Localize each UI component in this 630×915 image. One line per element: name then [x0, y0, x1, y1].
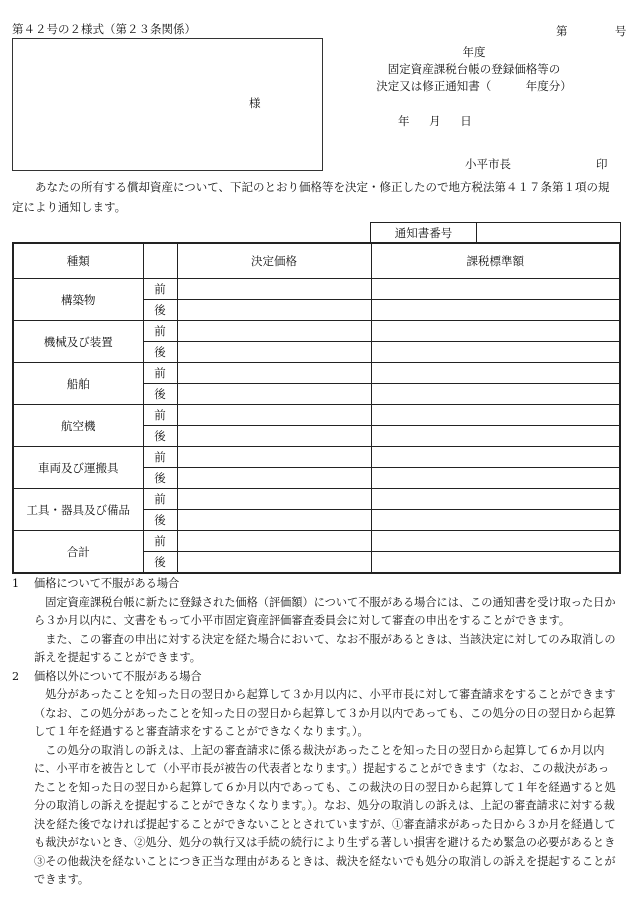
- decided-price-cell: [177, 321, 371, 342]
- decided-price-cell: [177, 447, 371, 468]
- tax-standard-cell: [371, 510, 620, 531]
- doc-no-prefix: 第: [556, 24, 568, 38]
- decided-price-cell: [177, 405, 371, 426]
- before-label-cell: 前: [143, 447, 177, 468]
- notice-number-value: [477, 223, 620, 242]
- tax-standard-cell: [371, 552, 620, 574]
- table-header-row: [13, 243, 620, 279]
- table-row: [13, 321, 620, 342]
- asset-type-cell: 構築物: [13, 279, 143, 321]
- decided-price-cell: [177, 510, 371, 531]
- after-label-cell: 後: [143, 468, 177, 489]
- document-number: [556, 23, 626, 39]
- form-id-label: 第４２号の２様式（第２３条関係）: [12, 22, 196, 36]
- asset-type-cell: 船舶: [13, 363, 143, 405]
- table-body: [13, 279, 620, 574]
- header-blank: [143, 243, 177, 279]
- after-label-cell: 後: [143, 300, 177, 321]
- decided-price-cell: [177, 552, 371, 574]
- after-label-cell: 後: [143, 426, 177, 447]
- after-label-cell: 後: [143, 510, 177, 531]
- before-label-cell: 前: [143, 363, 177, 384]
- asset-type-cell: 工具・器具及び備品: [13, 489, 143, 531]
- addressee-honorific: 様: [249, 96, 261, 110]
- note-section-1-number: 1: [12, 577, 20, 590]
- tax-standard-cell: [371, 342, 620, 363]
- note-section-1-para-1: 固定資産課税台帳に新たに登録された価格（評価額）について不服がある場合には、この通知書を受け取った日から３か月以内に、文書をもって小平市固定資産評価審査委員会に対して審査の申出をすることができます。: [34, 595, 616, 627]
- tax-standard-cell: [371, 447, 620, 468]
- tax-standard-cell: [371, 321, 620, 342]
- note-section-2-para-2: この処分の取消しの訴えは、上記の審査請求に係る裁決があったことを知った日の翌日から起算して６か月以内に、小平市を被告として（小平市長が被告の代表者となります。）提起することができます（なお、この裁決があったことを知った日の翌日から起算して６か月以内であっても、この裁決の日の翌日から起算して１年を経過すると処分の取消しの訴えを提起することができなくなります。）。なお、処分の取消しの訴えは、上記の審査請求に対する裁決を経た後でなければ提起することができないこととされていますが、①審査請求があった日から３か月を経過しても裁決がないとき、②処分、処分の執行又は手続の続行により生ずる著しい損害を避けるため緊急の必要があるとき③その他裁決を経ないことにつき正当な理由があるときは、裁決を経ないでも処分の取消しの訴えを提起することができます。: [34, 743, 616, 886]
- doc-no-suffix: 号: [614, 24, 627, 38]
- notice-number-label: 通知書番号: [371, 223, 477, 242]
- before-label-cell: 前: [143, 405, 177, 426]
- decided-price-cell: [177, 363, 371, 384]
- header-decided-price: 決定価格: [177, 243, 371, 279]
- decided-price-cell: [177, 384, 371, 405]
- note-section-2-number: 2: [12, 669, 20, 683]
- table-row: [13, 531, 620, 552]
- issue-date: 年 月 日: [398, 114, 472, 128]
- asset-type-cell: 航空機: [13, 405, 143, 447]
- decided-price-cell: [177, 342, 371, 363]
- decided-price-cell: [177, 279, 371, 300]
- tax-standard-cell: [371, 363, 620, 384]
- fiscal-year-label: 年度: [462, 45, 486, 59]
- header-tax-standard: 課税標準額: [371, 243, 620, 279]
- tax-standard-cell: [371, 468, 620, 489]
- table-row: [13, 489, 620, 510]
- table-row: [13, 405, 620, 426]
- header-type: 種類: [13, 243, 143, 279]
- seal-mark: 印: [596, 157, 608, 171]
- tax-standard-cell: [371, 489, 620, 510]
- decided-price-cell: [177, 300, 371, 321]
- after-label-cell: 後: [143, 342, 177, 363]
- decided-price-cell: [177, 468, 371, 489]
- valuation-table: [12, 242, 621, 574]
- note-section-1-title: 価格について不服がある場合: [34, 577, 180, 590]
- table-row: [13, 363, 620, 384]
- appeal-notes: [12, 575, 620, 890]
- notice-title-block: [364, 44, 584, 95]
- before-label-cell: 前: [143, 321, 177, 342]
- before-label-cell: 前: [143, 489, 177, 510]
- asset-type-cell: 合計: [13, 531, 143, 574]
- intro-text: あなたの所有する償却資産について、下記のとおり価格等を決定・修正したので地方税法第４１７条第１項の規定により通知します。: [12, 180, 610, 214]
- after-label-cell: 後: [143, 552, 177, 574]
- after-label-cell: 後: [143, 384, 177, 405]
- decided-price-cell: [177, 531, 371, 552]
- asset-type-cell: 機械及び装置: [13, 321, 143, 363]
- before-label-cell: 前: [143, 279, 177, 300]
- before-label-cell: 前: [143, 531, 177, 552]
- note-section-2-heading: [12, 668, 620, 687]
- tax-standard-cell: [371, 384, 620, 405]
- addressee-box: [12, 38, 323, 171]
- decided-price-cell: [177, 426, 371, 447]
- tax-standard-cell: [371, 300, 620, 321]
- notice-number-box: [370, 222, 621, 243]
- issuer-name: 小平市長: [465, 157, 511, 171]
- tax-standard-cell: [371, 426, 620, 447]
- note-section-2-title: 価格以外について不服がある場合: [34, 669, 202, 683]
- note-section-1-heading: [12, 575, 620, 594]
- tax-standard-cell: [371, 279, 620, 300]
- asset-type-cell: 車両及び運搬具: [13, 447, 143, 489]
- table-row: [13, 447, 620, 468]
- tax-standard-cell: [371, 531, 620, 552]
- tax-standard-cell: [371, 405, 620, 426]
- note-section-2-para-1: 処分があったことを知った日の翌日から起算して３か月以内に、小平市長に対して審査請求をすることができます（なお、この処分があったことを知った日の翌日から起算して３か月以内であっても、この処分の日の翌日から起算して１年を経過すると審査請求をすることができなくなります。）。: [34, 688, 616, 738]
- notice-title-line1: 固定資産課税台帳の登録価格等の: [387, 62, 561, 76]
- table-row: [13, 279, 620, 300]
- notice-title-line2: 決定又は修正通知書（ 年度分）: [376, 79, 572, 93]
- note-section-1-para-2: また、この審査の申出に対する決定を経た場合において、なお不服があるときは、当該決定に対してのみ取消しの訴えを提起することができます。: [34, 632, 616, 664]
- decided-price-cell: [177, 489, 371, 510]
